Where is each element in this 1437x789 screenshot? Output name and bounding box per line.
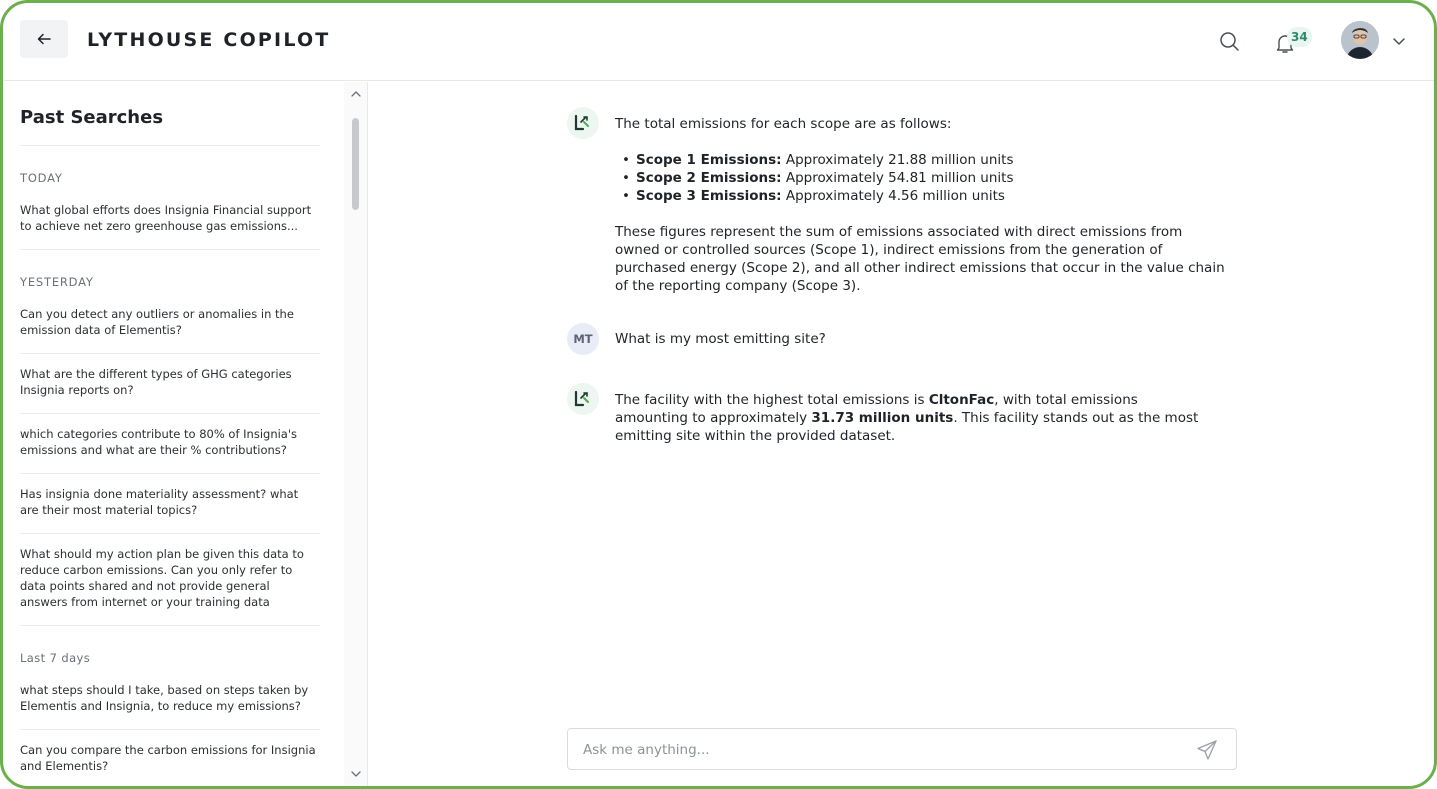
scroll-down-icon[interactable]: [349, 768, 363, 780]
chat-input-box: [567, 728, 1237, 770]
top-bar: [3, 3, 1434, 81]
back-button[interactable]: [20, 20, 68, 58]
scope-value: Approximately 54.81 million units: [781, 170, 1014, 186]
emission-value: 31.73 million units: [811, 410, 954, 426]
message-outro: These figures represent the sum of emissions associated with direct emissions from owned or controlled sources (Scope 1), indirect emissions from the generation of purchased energy (Scope 2), and all other indirect emissions that occur in the value chain of the reporting company (Scope 3).: [615, 224, 1225, 294]
divider: [20, 533, 320, 534]
past-search-item[interactable]: which categories contribute to 80% of Insignia's emissions and what are their % contributions?: [20, 427, 298, 457]
divider: [20, 625, 320, 626]
arrow-left-icon: [37, 32, 51, 46]
scope-label: Scope 1 Emissions:: [636, 152, 782, 168]
scope-value: Approximately 4.56 million units: [781, 188, 1005, 204]
notification-badge: 34: [1287, 27, 1312, 47]
past-search-item[interactable]: What are the different types of GHG categories Insignia reports on?: [20, 367, 292, 397]
past-search-item[interactable]: Can you compare the carbon emissions for Insignia and Elementis?: [20, 743, 316, 773]
past-searches-sidebar: [3, 82, 368, 786]
divider: [20, 413, 320, 414]
divider: [20, 249, 320, 250]
divider: [20, 353, 320, 354]
bot-message-text: [615, 115, 1227, 295]
chat-input[interactable]: [583, 740, 1173, 760]
scope-list: [615, 151, 1227, 205]
scope-list-item: [615, 187, 1227, 205]
scrollbar-thumb[interactable]: [352, 118, 359, 210]
group-label-today: TODAY: [20, 171, 63, 185]
scope-list-item: [615, 169, 1227, 187]
past-search-item[interactable]: what steps should I take, based on steps taken by Elementis and Insignia, to reduce my emissions?: [20, 683, 309, 713]
scope-value: Approximately 21.88 million units: [781, 152, 1014, 168]
divider: [20, 729, 320, 730]
past-search-item[interactable]: What global efforts does Insignia Financial support to achieve net zero greenhouse gas emissions...: [20, 203, 312, 233]
text-segment: The facility with the highest total emissions is: [615, 392, 929, 408]
lythouse-logo-icon: [573, 113, 593, 133]
user-avatar[interactable]: [1341, 21, 1379, 59]
group-label-yesterday: YESTERDAY: [20, 275, 94, 289]
bot-message-text: [615, 391, 1205, 445]
user-initials-avatar: MT: [567, 323, 599, 355]
past-search-item[interactable]: What should my action plan be given this data to reduce carbon emissions. Can you only refer to data points shared and not provide general answers from internet or your training data: [20, 547, 304, 609]
chevron-down-icon[interactable]: [1391, 33, 1407, 49]
send-icon[interactable]: [1196, 739, 1218, 761]
lythouse-logo-icon: [573, 389, 593, 409]
divider: [20, 473, 320, 474]
past-search-item[interactable]: Can you detect any outliers or anomalies in the emission data of Elementis?: [20, 307, 294, 337]
search-icon[interactable]: [1218, 30, 1240, 52]
past-search-item[interactable]: Has insignia done materiality assessment? what are their most material topics?: [20, 487, 299, 517]
sidebar-title: Past Searches: [20, 107, 164, 128]
avatar-photo-icon: [1341, 21, 1379, 59]
facility-name: CltonFac: [928, 392, 995, 408]
chat-area: [369, 82, 1434, 786]
scope-label: Scope 3 Emissions:: [636, 188, 782, 204]
scope-label: Scope 2 Emissions:: [636, 170, 782, 186]
bot-avatar: [567, 383, 599, 415]
scroll-up-icon[interactable]: [349, 88, 363, 100]
app-title: LYTHOUSE COPILOT: [87, 29, 331, 51]
message-intro: The total emissions for each scope are as follows:: [615, 116, 952, 132]
group-label-last-7-days: Last 7 days: [20, 651, 91, 665]
text-segment: . This facility stands out as the most emitting site within the provided dataset.: [615, 410, 1199, 444]
scope-list-item: [615, 151, 1227, 169]
bot-avatar: [567, 107, 599, 139]
text-segment: , with total emissions amounting to approximately: [615, 392, 1138, 426]
user-message-text: What is my most emitting site?: [615, 331, 826, 347]
divider: [20, 145, 320, 146]
